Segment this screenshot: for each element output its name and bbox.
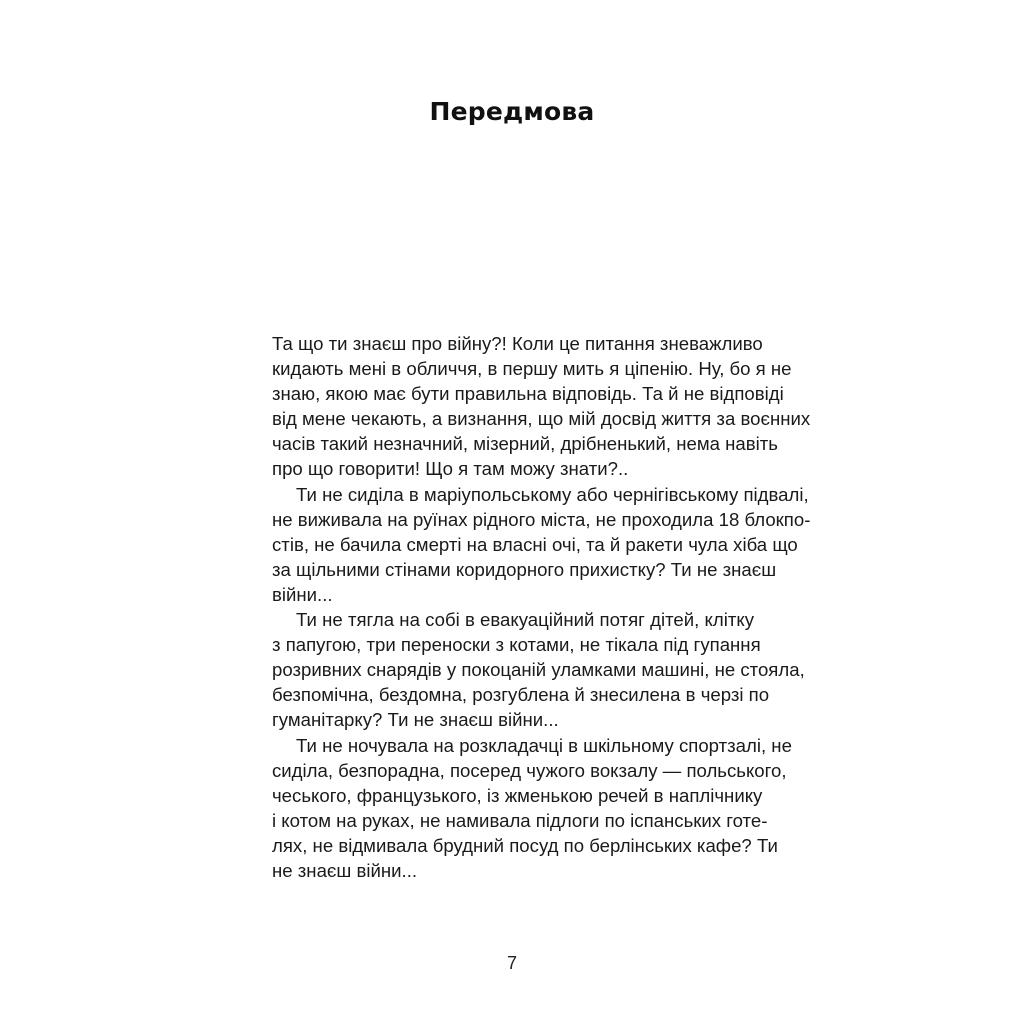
text-line: Ти не тягла на собі в евакуаційний потяг дітей, клітку: [296, 609, 754, 631]
paragraph-3: [272, 607, 805, 732]
text-line: гуманітарку? Ти не знаєш війни...: [272, 709, 559, 731]
text-line: розривних снарядів у покоцаній уламками машині, не стояла,: [272, 659, 805, 681]
text-line: стів, не бачила смерті на власні очі, та й ракети чула хіба що: [272, 533, 798, 555]
text-line: не виживала на руїнах рідного міста, не проходила 18 блокпо-: [272, 508, 811, 530]
text-line: Та що ти знаєш про війну?! Коли це питання зневажливо: [272, 333, 763, 354]
text-line: часів такий незначний, мізерний, дрібненький, нема навіть: [272, 433, 778, 455]
text-line: з папугою, три переноски з котами, не тікала під гупання: [272, 634, 761, 656]
text-line: сиділа, безпорадна, посеред чужого вокзалу — польського,: [272, 759, 787, 781]
text-line: Ти не ночувала на розкладачці в шкільному спортзалі, не: [296, 734, 792, 756]
text-line: і котом на руках, не намивала підлоги по іспанських готе-: [272, 809, 768, 831]
paragraph-4: [272, 733, 792, 884]
page-number: 7: [506, 953, 517, 973]
paragraph-2: [272, 482, 811, 607]
text-line: чеського, французького, із жменькою речей в наплічнику: [272, 784, 763, 806]
text-line: Ти не сиділа в маріупольському або чернігівському підвалі,: [296, 483, 809, 505]
text-line: безпомічна, бездомна, розгублена й знесилена в черзі по: [272, 684, 770, 706]
text-line: знаю, якою має бути правильна відповідь. Та й не відповіді: [272, 383, 784, 405]
preface-body: [272, 331, 811, 883]
paragraph-1: [272, 331, 811, 482]
text-line: не знаєш війни...: [272, 859, 418, 881]
text-line: за щільними стінами коридорного прихистку? Ти не знаєш: [272, 558, 777, 580]
text-line: кидають мені в обличчя, в першу мить я ціпенію. Ну, бо я не: [272, 358, 792, 380]
text-line: про що говорити! Що я там можу знати?..: [272, 458, 629, 480]
text-line: лях, не відмивала брудний посуд по берлінських кафе? Ти: [272, 834, 778, 856]
page-title: Передмова: [429, 96, 595, 126]
text-line: від мене чекають, а визнання, що мій досвід життя за воєнних: [272, 408, 811, 430]
text-line: війни...: [272, 583, 333, 605]
